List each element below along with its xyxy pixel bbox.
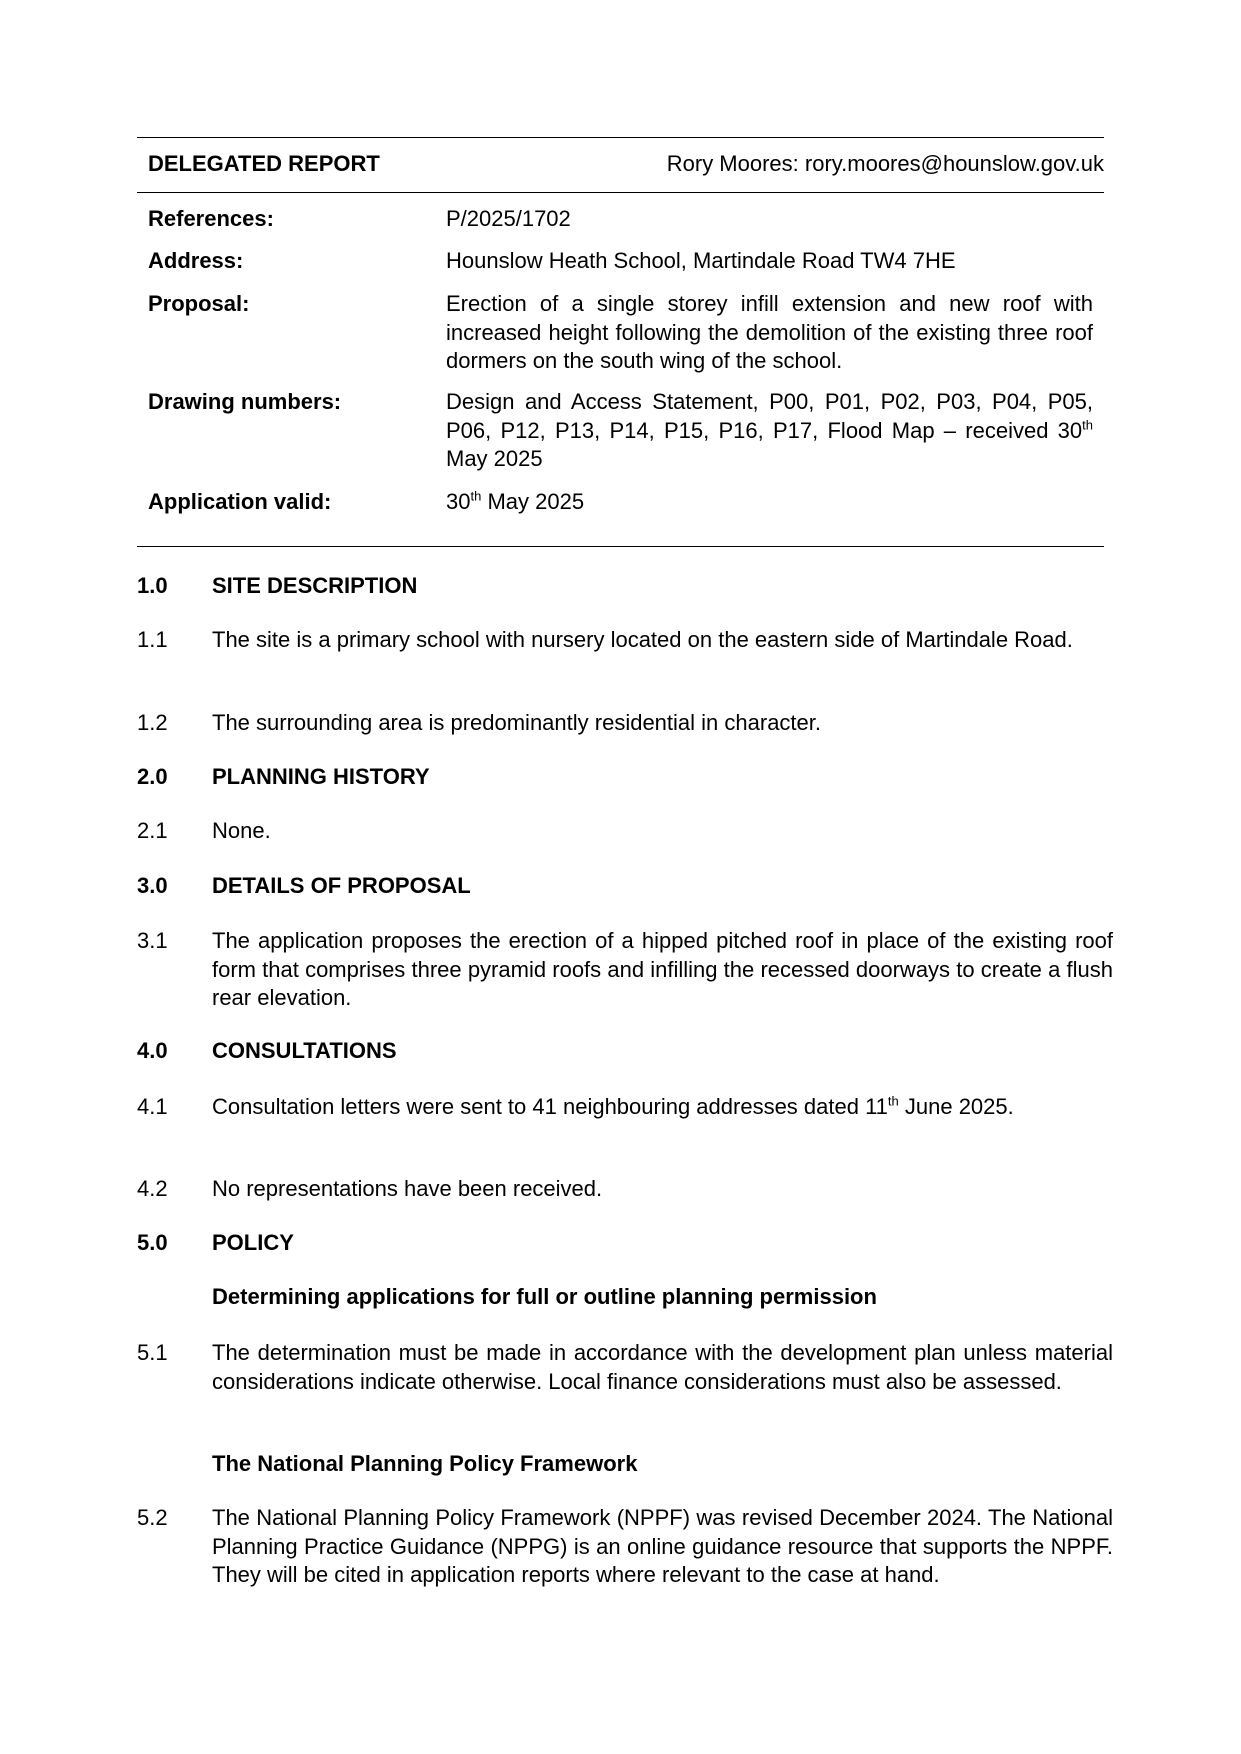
section-number: 2.0	[137, 764, 168, 789]
paragraph-text: No representations have been received.	[212, 1176, 603, 1201]
paragraph-number: 4.1	[137, 1094, 168, 1119]
proposal-label: Proposal:	[148, 291, 250, 316]
paragraph-number: 3.1	[137, 928, 168, 953]
paragraph-number: 1.1	[137, 627, 168, 652]
paragraph-number: 2.1	[137, 818, 168, 843]
drawing-numbers-label: Drawing numbers:	[148, 389, 342, 414]
section-heading: PLANNING HISTORY	[212, 764, 430, 789]
section-number: 1.0	[137, 573, 168, 598]
paragraph-number: 5.2	[137, 1505, 168, 1530]
report-title: DELEGATED REPORT	[148, 151, 380, 176]
paragraph-text: Consultation letters were sent to 41 neighbouring addresses dated 11th June 2025.	[212, 1093, 1014, 1119]
section-heading: SITE DESCRIPTION	[212, 573, 418, 598]
paragraph-text: The National Planning Policy Framework (NPPF) was revised December 2024. The National Planning Practice Guidance (NPPG) is an online guidance resource that supports the NPPF. They will be cited in application reports where relevant to the case at hand.	[212, 1505, 1113, 1587]
paragraph-text: The surrounding area is predominantly residential in character.	[212, 710, 821, 735]
drawing-numbers-value: Design and Access Statement, P00, P01, P02, P03, P04, P05, P06, P12, P13, P14, P15, P16, P17, Flood Map – received 30th May 2025	[446, 389, 1093, 471]
references-value: P/2025/1702	[446, 206, 571, 231]
section-heading: POLICY	[212, 1230, 294, 1255]
officer-contact: Rory Moores: rory.moores@hounslow.gov.uk	[666, 151, 1104, 176]
references-label: References:	[148, 206, 274, 231]
paragraph-number: 1.2	[137, 710, 168, 735]
subheading: The National Planning Policy Framework	[212, 1451, 638, 1476]
section-number: 5.0	[137, 1230, 168, 1255]
paragraph-text: None.	[212, 818, 271, 843]
section-number: 3.0	[137, 873, 168, 898]
paragraph-text: The site is a primary school with nursery located on the eastern side of Martindale Road.	[212, 627, 1073, 652]
paragraph-number: 4.2	[137, 1176, 168, 1201]
subheading: Determining applications for full or outline planning permission	[212, 1284, 877, 1309]
application-valid-value: 30th May 2025	[446, 488, 585, 514]
details-bottom-rule	[137, 546, 1104, 547]
address-label: Address:	[148, 248, 244, 273]
proposal-value: Erection of a single storey infill extension and new roof with increased height following the demolition of the existing three roof dormers on the south wing of the school.	[446, 291, 1093, 373]
address-value: Hounslow Heath School, Martindale Road TW4 7HE	[446, 248, 956, 273]
paragraph-text: The determination must be made in accordance with the development plan unless material considerations indicate otherwise. Local finance considerations must also be assessed.	[212, 1340, 1113, 1394]
header-top-rule	[137, 137, 1104, 138]
paragraph-number: 5.1	[137, 1340, 168, 1365]
paragraph-text: The application proposes the erection of a hipped pitched roof in place of the existing roof form that comprises three pyramid roofs and infilling the recessed doorways to create a flush rear elevation.	[212, 928, 1113, 1010]
section-number: 4.0	[137, 1038, 168, 1063]
section-heading: DETAILS OF PROPOSAL	[212, 873, 471, 898]
application-valid-label: Application valid:	[148, 489, 332, 514]
section-heading: CONSULTATIONS	[212, 1038, 397, 1063]
header-bottom-rule	[137, 192, 1104, 193]
